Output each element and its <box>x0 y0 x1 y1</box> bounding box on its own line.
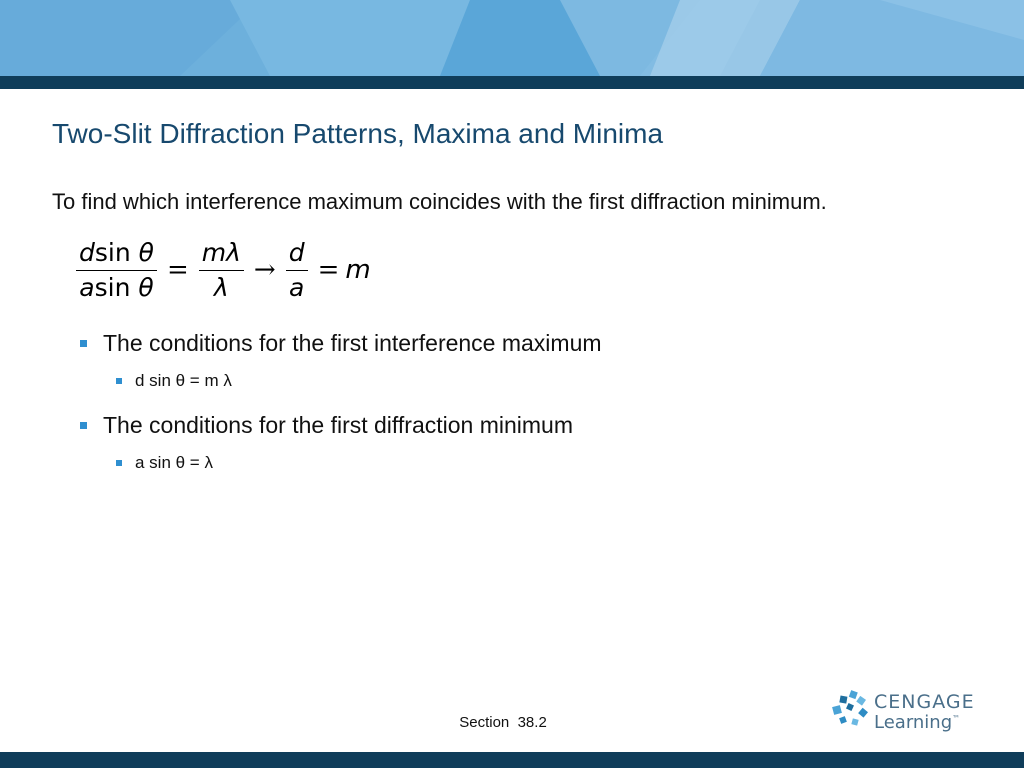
fraction-denominator: a <box>288 272 305 302</box>
equation-rhs: m <box>345 255 371 285</box>
logo-wordmark-top: CENGAGE <box>874 691 975 713</box>
sub-bullet-item <box>116 371 232 391</box>
cengage-logo-icon <box>830 690 870 732</box>
bullet-square-icon <box>116 460 122 466</box>
equals-sign: = <box>166 255 189 285</box>
intro-text: To find which interference maximum coincides with the first diffraction minimum. <box>52 189 827 214</box>
cengage-logo <box>830 688 980 740</box>
fraction-numerator: d <box>288 237 305 267</box>
equation <box>72 232 371 308</box>
footer-bar <box>0 752 1024 768</box>
fraction-denominator: asin θ <box>79 272 154 302</box>
bullet-text: The conditions for the first diffraction minimum <box>103 412 573 438</box>
section-label: Section 38.2 <box>459 714 547 731</box>
bullet-square-icon <box>116 378 122 384</box>
fraction-sin-ratio <box>76 236 157 305</box>
bullet-square-icon <box>80 340 87 347</box>
fraction-numerator: dsin θ <box>79 237 154 267</box>
bullet-text: The conditions for the first interference maximum <box>103 330 602 356</box>
banner-pattern <box>0 0 1024 76</box>
header-divider-bar <box>0 76 1024 89</box>
fraction-m-lambda <box>199 236 244 305</box>
bullet-square-icon <box>80 422 87 429</box>
fraction-d-over-a <box>286 236 308 305</box>
sub-bullet-text: a sin θ = λ <box>135 453 213 472</box>
sub-bullet-text: d sin θ = m λ <box>135 371 232 390</box>
arrow-symbol: → <box>253 255 276 285</box>
sub-bullet-item <box>116 453 213 473</box>
fraction-denominator: λ <box>213 272 229 302</box>
bullet-item <box>80 412 573 439</box>
slide-title: Two-Slit Diffraction Patterns, Maxima and Minima <box>52 118 664 149</box>
header-banner <box>0 0 1024 76</box>
fraction-numerator: mλ <box>201 237 241 267</box>
equals-sign: = <box>317 255 340 285</box>
bullet-item <box>80 330 602 357</box>
logo-wordmark-bottom: Learning™ <box>874 712 961 733</box>
